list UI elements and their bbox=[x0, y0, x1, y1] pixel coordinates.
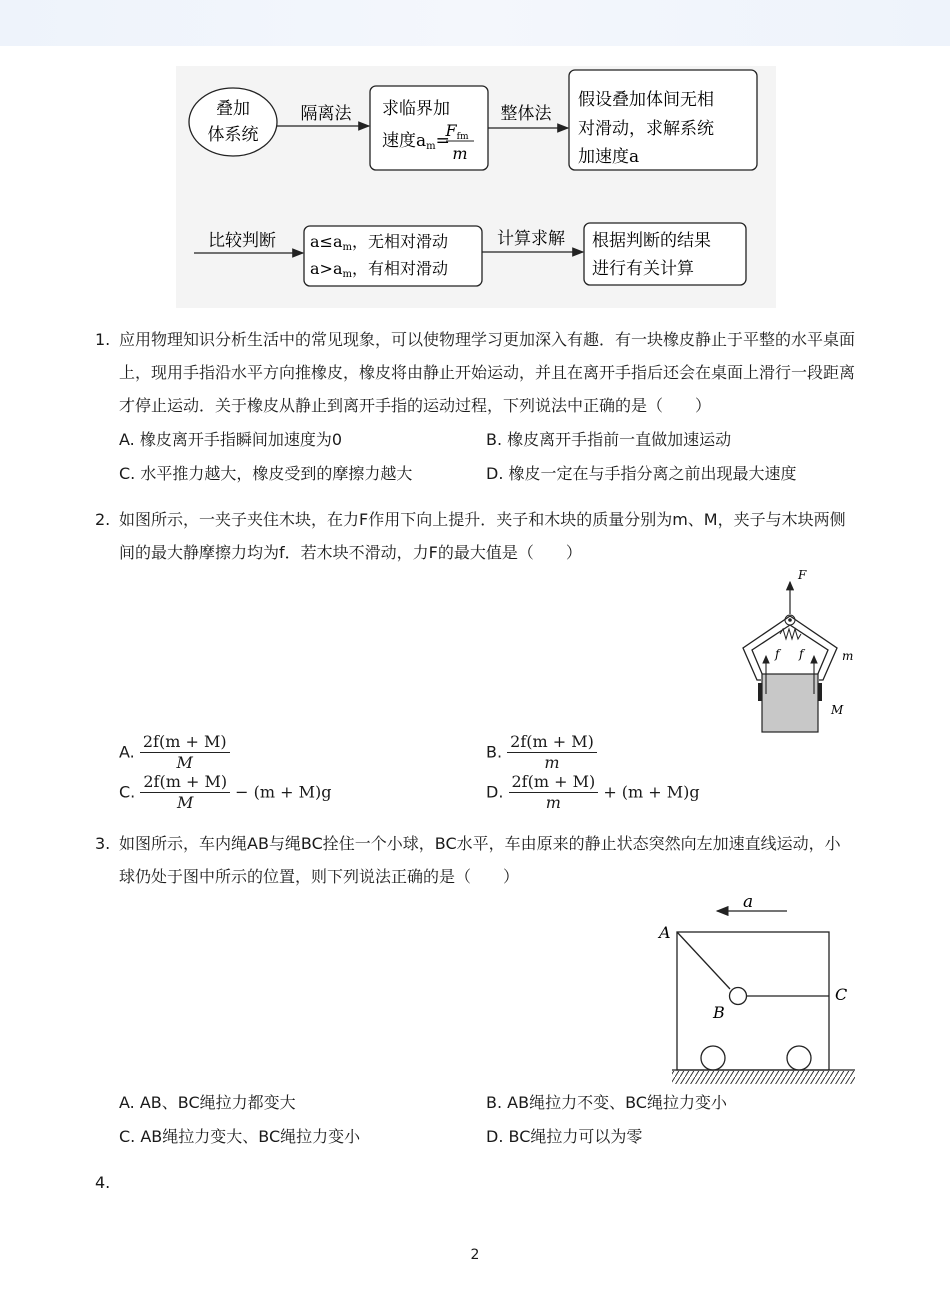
denominator: m bbox=[544, 753, 560, 772]
node-cond-line1-sub: m bbox=[342, 242, 352, 253]
node-critical-sub: m bbox=[426, 141, 436, 152]
fraction bbox=[507, 732, 597, 773]
question-number: 2. bbox=[95, 510, 111, 529]
fraction bbox=[140, 732, 230, 773]
svg-text:a≤am，无相对滑动 bbox=[310, 232, 448, 253]
svg-text:速度am= bbox=[382, 131, 450, 152]
numerator: 2f(m + M) bbox=[509, 772, 599, 793]
q3-option-b[interactable]: B. AB绳拉力不变、BC绳拉力变小 bbox=[486, 1093, 727, 1112]
clamp-figure bbox=[735, 568, 860, 738]
denominator: M bbox=[177, 793, 194, 812]
node-result-line1: 根据判断的结果 bbox=[592, 231, 711, 251]
question-stem: 应用物理知识分析生活中的常见现象，可以使物理学习更加深入有趣．有一块橡皮静止于平整的水平桌面上，现用手指沿水平方向推橡皮，橡皮将由静止开始运动，并且在离开手指后还会在桌面上滑行一段距离才停止运动．关于橡皮从静止到离开手指的运动过程，下列说法中正确的是（ ） bbox=[119, 330, 856, 415]
math-tail: − (m + M)g bbox=[235, 782, 332, 802]
node-critical-eq: = bbox=[435, 131, 450, 151]
node-critical-den: m bbox=[452, 144, 468, 163]
node-system-line2: 体系统 bbox=[207, 125, 259, 145]
q1-option-b[interactable]: B. 橡皮离开手指前一直做加速运动 bbox=[486, 430, 732, 449]
node-cond-line1-tail: ，无相对滑动 bbox=[351, 232, 448, 251]
option-label: A. bbox=[119, 742, 135, 762]
node-critical-line2: 速度a bbox=[382, 131, 427, 151]
numerator: 2f(m + M) bbox=[140, 732, 230, 753]
node-cond-line1: a≤a bbox=[310, 232, 343, 251]
denominator: m bbox=[545, 793, 561, 812]
node-critical-num-sub: fm bbox=[456, 132, 469, 142]
node-cond-line2-tail: ，有相对滑动 bbox=[351, 259, 448, 278]
q1-option-d[interactable]: D. 橡皮一定在与手指分离之前出现最大速度 bbox=[486, 464, 797, 483]
mass-M-label: M bbox=[831, 703, 844, 717]
option-label: C. bbox=[119, 782, 136, 802]
numerator: 2f(m + M) bbox=[507, 732, 597, 753]
force-F-label: F bbox=[798, 568, 807, 582]
question-stem: 如图所示，车内绳AB与绳BC拴住一个小球，BC水平，车由原来的静止状态突然向左加速直线运动，小球仍处于图中所示的位置，则下列说法正确的是（ ） bbox=[119, 834, 841, 886]
q2-option-d[interactable] bbox=[486, 772, 700, 813]
node-assume-line1: 假设叠加体间无相 bbox=[578, 90, 714, 110]
q1-option-a[interactable]: A. 橡皮离开手指瞬间加速度为0 bbox=[119, 430, 343, 449]
question-number: 3. bbox=[95, 834, 111, 853]
mass-m-label: m bbox=[842, 649, 854, 663]
page-number: 2 bbox=[470, 1247, 480, 1263]
question-4-number: 4. bbox=[95, 1173, 111, 1192]
node-critical-num: F bbox=[445, 121, 457, 140]
option-label: B. bbox=[486, 742, 503, 762]
q2-option-b[interactable] bbox=[486, 732, 597, 773]
header-band bbox=[0, 0, 950, 46]
numerator: 2f(m + M) bbox=[140, 772, 230, 793]
question-3 bbox=[95, 827, 855, 893]
fraction bbox=[140, 772, 230, 813]
question-stem: 如图所示，一夹子夹住木块，在力F作用下向上提升．夹子和木块的质量分别为m、M，夹子与木块两侧间的最大静摩擦力均为f．若木块不滑动，力F的最大值是（ ） bbox=[119, 510, 846, 562]
denominator: M bbox=[176, 753, 193, 772]
fraction bbox=[509, 772, 599, 813]
question-2 bbox=[95, 503, 855, 569]
edge-isolate-label: 隔离法 bbox=[300, 104, 352, 124]
friction-f-right-label: f bbox=[799, 647, 804, 661]
flowchart-diagram bbox=[176, 66, 776, 308]
q3-option-a[interactable]: A. AB、BC绳拉力都变大 bbox=[119, 1093, 296, 1112]
question-1 bbox=[95, 323, 855, 422]
option-label: D. bbox=[486, 782, 504, 802]
node-cond-line2-sub: m bbox=[342, 269, 352, 280]
q3-option-d[interactable]: D. BC绳拉力可以为零 bbox=[486, 1127, 643, 1146]
question-number: 1. bbox=[95, 330, 111, 349]
node-critical-line1: 求临界加 bbox=[382, 99, 450, 119]
q1-option-c[interactable]: C. 水平推力越大，橡皮受到的摩擦力越大 bbox=[119, 464, 413, 483]
point-C-label: C bbox=[835, 985, 848, 1004]
edge-compare-label: 比较判断 bbox=[208, 231, 276, 251]
point-A-label: A bbox=[659, 923, 671, 942]
friction-f-left-label: f bbox=[775, 647, 780, 661]
node-assume-line3: 加速度a bbox=[578, 147, 640, 167]
svg-text:a>am，有相对滑动 bbox=[310, 259, 448, 280]
edge-whole-label: 整体法 bbox=[500, 104, 552, 124]
node-result-line2: 进行有关计算 bbox=[592, 259, 694, 279]
node-assume-line2: 对滑动，求解系统 bbox=[578, 119, 714, 139]
q2-option-a[interactable] bbox=[119, 732, 230, 773]
node-cond-line2: a>a bbox=[310, 259, 343, 278]
acceleration-a-label: a bbox=[743, 893, 754, 912]
q2-option-c[interactable] bbox=[119, 772, 332, 813]
math-tail: + (m + M)g bbox=[603, 782, 700, 802]
cart-figure bbox=[655, 893, 860, 1088]
point-B-label: B bbox=[713, 1003, 725, 1022]
node-system-line1: 叠加 bbox=[216, 99, 250, 119]
edge-compute-label: 计算求解 bbox=[497, 229, 565, 249]
q3-option-c[interactable]: C. AB绳拉力变大、BC绳拉力变小 bbox=[119, 1127, 361, 1146]
